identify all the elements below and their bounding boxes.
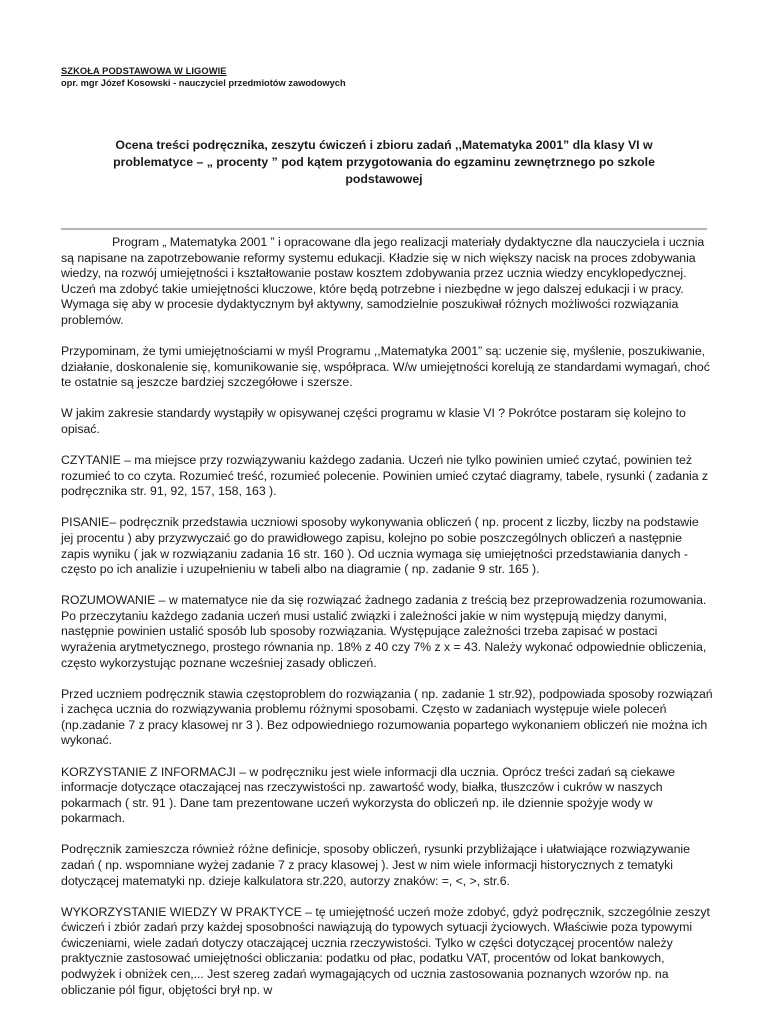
document-body (61, 235, 713, 1014)
paragraph-reading: CZYTANIE – ma miejsce przy rozwiązywaniu każdego zadania. Uczeń nie tylko powinien umieć czytać, powinien też rozumieć to co czyta. Rozumieć treść, rozumieć polecenie. Powinien umieć czytać diagramy, tabele, rysunki ( zadania z podręcznika str. 91, 92, 157, 158, 163 ). (61, 453, 709, 499)
paragraph-writing: PISANIE– podręcznik przedstawia uczniowi sposoby wykonywania obliczeń ( np. procent z liczby, liczby na podstawie jej procentu ) aby przyzwyczaić go do prawidłowego zapisu, kolejno po sobie poszczególnych obliczeń a następnie zapis wyniku ( jak w rozwiązaniu zadania 16 str. 160 ). Od ucznia wymaga się umiejętności przedstawiania danych - często po ich analizie i uzupełnieniu w tabeli albo na diagramie ( np. zadanie 9 str. 165 ). (61, 515, 699, 577)
document-title: Ocena treści podręcznika, zeszytu ćwiczeń i zbioru zadań ,,Matematyka 2001” dla klasy VI w problematyce – „ procenty ” pod kątem przygotowania do egzaminu zewnętrznego po szkole podstawowej (113, 138, 655, 186)
paragraph-problem-solving: Przed uczniem podręcznik stawia częstoproblem do rozwiązania ( np. zadanie 1 str.92), podpowiada sposoby rozwiązań i zachęca ucznia do rozwiązywania problemu różnymi sposobami. Często w zadaniach występuje wiele poleceń (np.zadanie 7 z pracy klasowej nr 3 ). Bez odpowiedniego rozumowania popartego wykonaniem obliczeń nie można ich wykonać. (61, 686, 713, 748)
paragraph-skills: Przypominam, że tymi umiejętnościami w myśl Programu ,,Matematyka 2001” są: uczenie się, myślenie, poszukiwanie, działanie, doskonalenie się, komunikowanie się, współpraca. W/w umiejętności korelują ze standardami wymagań, choć te ostatnie są jeszcze bardziej szczegółowe i szersze. (61, 344, 710, 390)
school-name: SZKOŁA PODSTAWOWA W LIGOWIE (61, 66, 227, 76)
paragraph-intro: Program „ Matematyka 2001 ” i opracowane dla jego realizacji materiały dydaktyczne dla nauczyciela i ucznia są napisane na zapotrzebowanie reformy systemu edukacji. Kładzie się w nich większy nacisk na proces zdobywania wiedzy, na rozwój umiejętności i kształtowanie postaw kosztem zdobywania przez ucznia wiedzy encyklopedycznej. Uczeń ma zdobyć takie umiejętności kluczowe, które będą potrzebne i niezbędne w jego dalszej edukacji i w pracy. Wymaga się aby w procesie dydaktycznym był aktywny, samodzielnie poszukiwał różnych możliwości rozwiązania problemów. (61, 235, 705, 327)
author-line: opr. mgr Józef Kosowski - nauczyciel przedmiotów zawodowych (61, 78, 346, 88)
paragraph-standards-question: W jakim zakresie standardy wystąpiły w opisywanej części programu w klasie VI ? Pokrótce postaram się kolejno to opisać. (61, 406, 686, 436)
horizontal-divider (61, 228, 707, 230)
paragraph-practice: WYKORZYSTANIE WIEDZY W PRAKTYCE – tę umiejętność uczeń może zdobyć, gdyż podręcznik, szczególnie zeszyt ćwiczeń i zbiór zadań przy każdej sposobności nawiązują do typowych sytuacji życiowych. Właściwie poza typowymi ćwiczeniami, wiele zadań dotyczy otaczającej ucznia rzeczywistości. Tylko w części dotyczącej procentów należy praktycznie zastosować umiejętności obliczania: podatku od płac, podatku VAT, procentów od lokat bankowych, podwyżek i obniżek cen,... Jest szereg zadań wymagających od ucznia zastosowania poznanych wzorów np. na obliczanie pól figur, objętości brył np. w (61, 904, 710, 997)
paragraph-reasoning: ROZUMOWANIE – w matematyce nie da się rozwiązać żadnego zadania z treścią bez przeprowadzenia rozumowania. Po przeczytaniu każdego zadania uczeń musi ustalić związki i zależności jakie w nim występują między danymi, następnie powinien ustalić sposób lub sposoby rozwiązania. Występujące zależności trzeba zapisać w postaci wyrażenia arytmetycznego, prostego równania np. 18% z 40 czy 7% z x = 43. Należy wykonać odpowiednie obliczenia, często wykorzystując poznane wcześniej zasady obliczeń. (61, 593, 707, 670)
paragraph-information: KORZYSTANIE Z INFORMACJI – w podręczniku jest wiele informacji dla ucznia. Oprócz treści zadań są ciekawe informacje dotyczące otaczającej nas rzeczywistości np. zawartość wody, białka, tłuszczów i cukrów w naszych pokarmach ( str. 91 ). Dane tam prezentowane uczeń wykorzysta do obliczeń np. ile dziennie spożyje wody w pokarmach. (61, 764, 675, 826)
paragraph-definitions: Podręcznik zamieszcza również różne definicje, sposoby obliczeń, rysunki przybliżające i ułatwiające rozwiązywanie zadań ( np. wspomniane wyżej zadanie 7 z pracy klasowej ). Jest w nim wiele informacji historycznych z tematyki dotyczącej matematyki np. dzieje kalkulatora str.220, autorzy znaków: =, <, >, str.6. (61, 842, 690, 888)
